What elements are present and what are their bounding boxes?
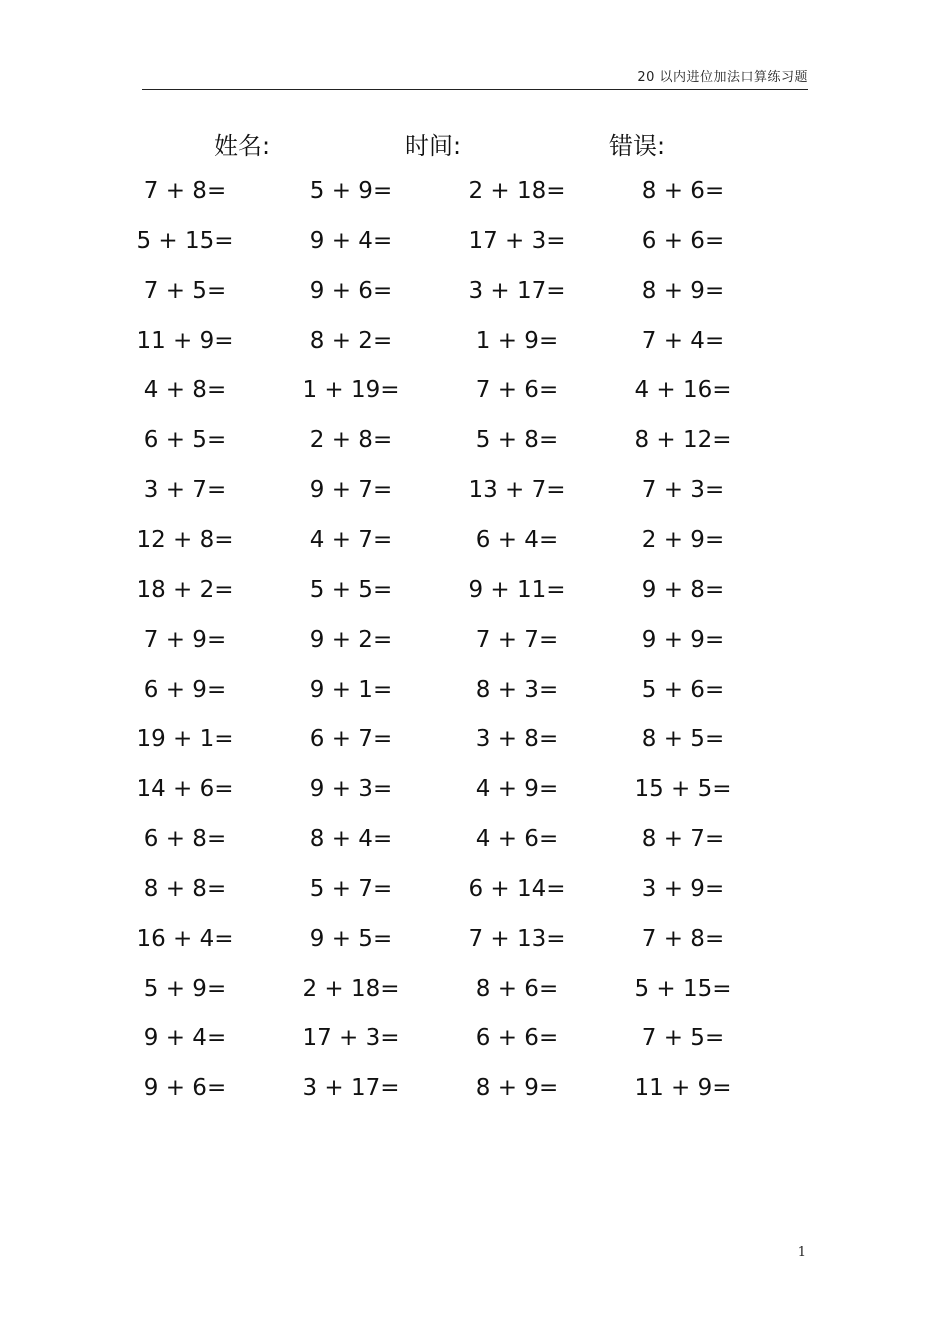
time-label: 时间: <box>405 132 462 160</box>
problem-item: 4 + 16= <box>634 377 732 404</box>
problem-item: 7 + 7= <box>475 626 559 653</box>
problem-item: 15 + 5= <box>634 776 732 803</box>
problem-item: 6 + 7= <box>309 726 393 753</box>
errors-label: 错误: <box>609 132 666 160</box>
problem-item: 3 + 9= <box>641 875 725 902</box>
problem-item: 6 + 5= <box>143 427 227 454</box>
problem-item: 9 + 2= <box>309 626 393 653</box>
problem-item: 12 + 8= <box>136 526 234 553</box>
problem-item: 17 + 3= <box>302 1025 400 1052</box>
problem-item: 8 + 7= <box>641 826 725 853</box>
problem-item: 3 + 7= <box>143 477 227 504</box>
problem-item: 8 + 9= <box>475 1075 559 1102</box>
problem-item: 8 + 2= <box>309 327 393 354</box>
problem-item: 6 + 9= <box>143 676 227 703</box>
name-label: 姓名: <box>214 132 271 160</box>
problem-item: 9 + 9= <box>641 626 725 653</box>
problem-item: 9 + 6= <box>143 1075 227 1102</box>
problem-item: 7 + 5= <box>641 1025 725 1052</box>
problem-item: 7 + 5= <box>143 277 227 304</box>
problem-item: 1 + 9= <box>475 327 559 354</box>
problem-item: 5 + 8= <box>475 427 559 454</box>
problem-item: 17 + 3= <box>468 227 566 254</box>
problem-item: 8 + 4= <box>309 826 393 853</box>
problem-item: 2 + 8= <box>309 427 393 454</box>
problem-item: 8 + 9= <box>641 277 725 304</box>
problem-item: 6 + 6= <box>641 227 725 254</box>
problem-item: 2 + 9= <box>641 526 725 553</box>
problem-item: 1 + 19= <box>302 377 400 404</box>
problem-item: 8 + 6= <box>475 975 559 1002</box>
problem-item: 9 + 4= <box>143 1025 227 1052</box>
problem-item: 7 + 13= <box>468 925 566 952</box>
problem-item: 3 + 17= <box>302 1075 400 1102</box>
problem-item: 4 + 9= <box>475 776 559 803</box>
problem-item: 13 + 7= <box>468 477 566 504</box>
page-header-title: 20 以内进位加法口算练习题 <box>637 70 808 85</box>
problem-item: 14 + 6= <box>136 776 234 803</box>
problem-item: 5 + 5= <box>309 576 393 603</box>
problem-item: 4 + 6= <box>475 826 559 853</box>
problem-item: 5 + 9= <box>309 178 393 204</box>
problem-item: 3 + 17= <box>468 277 566 304</box>
problem-item: 6 + 8= <box>143 826 227 853</box>
problem-item: 2 + 18= <box>468 178 566 204</box>
problem-item: 8 + 6= <box>641 178 725 204</box>
problem-item: 6 + 14= <box>468 875 566 902</box>
problem-item: 6 + 4= <box>475 526 559 553</box>
problem-item: 6 + 6= <box>475 1025 559 1052</box>
problem-item: 9 + 7= <box>309 477 393 504</box>
problem-item: 5 + 15= <box>136 227 234 254</box>
problem-item: 8 + 3= <box>475 676 559 703</box>
problem-item: 11 + 9= <box>634 1075 732 1102</box>
problem-item: 7 + 8= <box>143 178 227 204</box>
problem-item: 18 + 2= <box>136 576 234 603</box>
problem-item: 4 + 8= <box>143 377 227 404</box>
problem-item: 9 + 3= <box>309 776 393 803</box>
problem-item: 5 + 9= <box>143 975 227 1002</box>
problem-item: 7 + 8= <box>641 925 725 952</box>
problem-item: 7 + 9= <box>143 626 227 653</box>
problem-item: 9 + 5= <box>309 925 393 952</box>
problem-item: 8 + 8= <box>143 875 227 902</box>
problem-item: 9 + 4= <box>309 227 393 254</box>
problem-item: 4 + 7= <box>309 526 393 553</box>
problem-item: 7 + 4= <box>641 327 725 354</box>
problem-item: 2 + 18= <box>302 975 400 1002</box>
problem-item: 5 + 6= <box>641 676 725 703</box>
problem-item: 7 + 3= <box>641 477 725 504</box>
problem-item: 9 + 1= <box>309 676 393 703</box>
problem-item: 9 + 6= <box>309 277 393 304</box>
problem-item: 5 + 7= <box>309 875 393 902</box>
problem-item: 11 + 9= <box>136 327 234 354</box>
problem-item: 7 + 6= <box>475 377 559 404</box>
problem-item: 16 + 4= <box>136 925 234 952</box>
problem-item: 3 + 8= <box>475 726 559 753</box>
problem-item: 8 + 5= <box>641 726 725 753</box>
problem-item: 5 + 15= <box>634 975 732 1002</box>
problem-item: 9 + 11= <box>468 576 566 603</box>
problem-item: 8 + 12= <box>634 427 732 454</box>
problem-item: 9 + 8= <box>641 576 725 603</box>
page-number: 1 <box>797 1245 806 1260</box>
problem-item: 19 + 1= <box>136 726 234 753</box>
